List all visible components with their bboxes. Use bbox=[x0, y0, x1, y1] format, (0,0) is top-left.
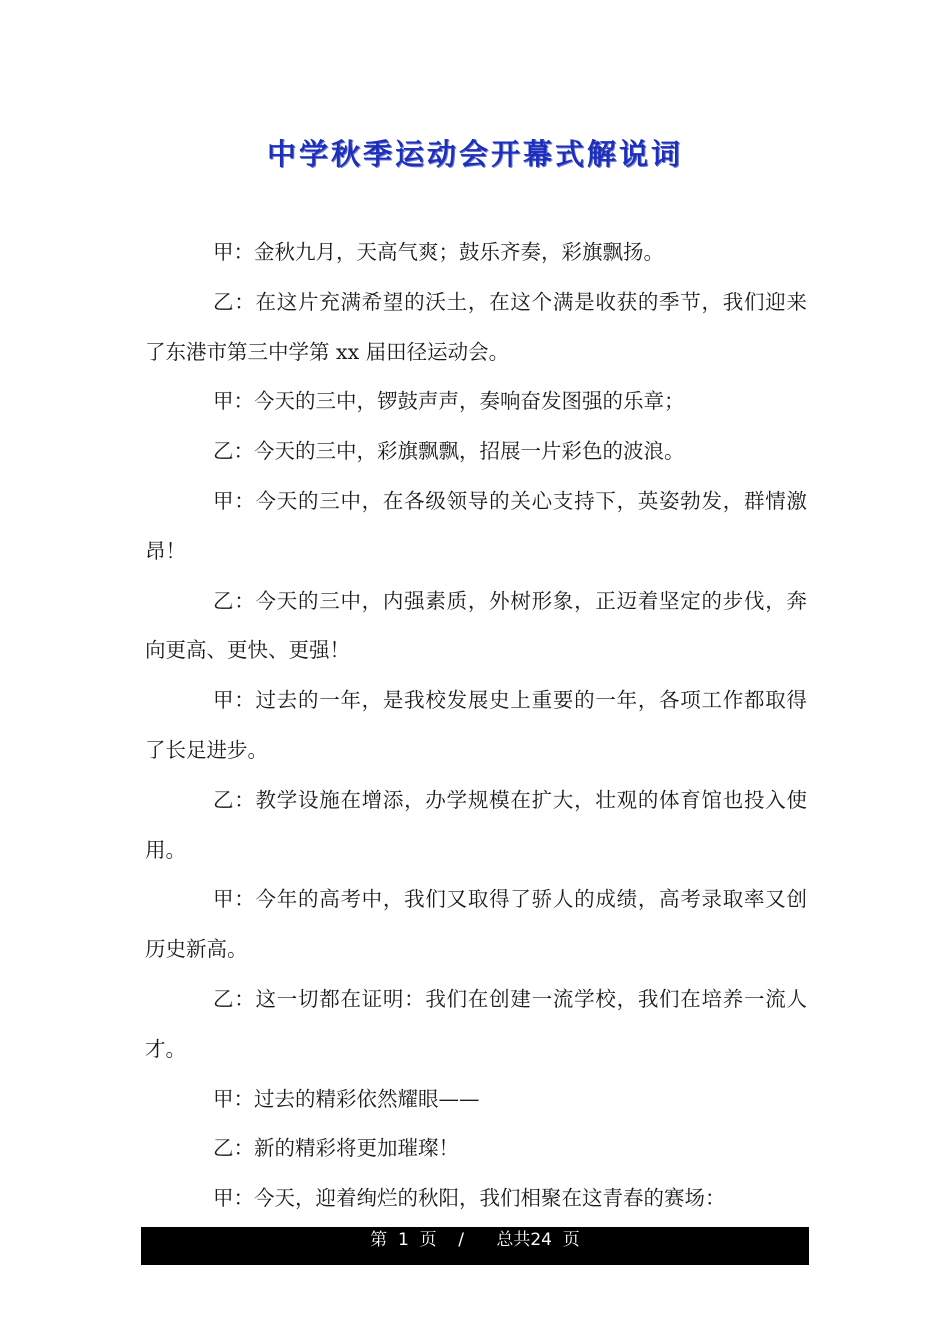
paragraph: 乙：新的精彩将更加璀璨！ bbox=[213, 1136, 459, 1161]
paragraph: 乙：在这片充满希望的沃土，在这个满是收获的季节，我们迎来了东港市第三中学第 xx 届田径运动会。 bbox=[145, 289, 807, 364]
paragraph: 甲：过去的精彩依然耀眼—— bbox=[213, 1086, 480, 1111]
paragraph: 乙：教学设施在增添，办学规模在扩大，壮观的体育馆也投入使用。 bbox=[145, 787, 807, 862]
page-number-label: 第 1 页 / 总共24 页 bbox=[370, 1230, 580, 1250]
paragraph: 甲：今年的高考中，我们又取得了骄人的成绩，高考录取率又创历史新高。 bbox=[145, 887, 807, 962]
page-footer bbox=[141, 1227, 809, 1265]
paragraph: 乙：今天的三中，内强素质，外树形象，正迈着坚定的步伐，奔向更高、更快、更强！ bbox=[145, 588, 807, 663]
paragraph: 乙：今天的三中，彩旗飘飘，招展一片彩色的波浪。 bbox=[213, 439, 685, 464]
paragraph: 乙：这一切都在证明：我们在创建一流学校，我们在培养一流人才。 bbox=[145, 986, 807, 1061]
paragraph: 甲：今天的三中，在各级领导的关心支持下，英姿勃发，群情激昂！ bbox=[145, 488, 807, 563]
document-title: 中学秋季运动会开幕式解说词 bbox=[266, 137, 683, 171]
paragraph: 甲：金秋九月，天高气爽；鼓乐齐奏，彩旗飘扬。 bbox=[213, 240, 664, 264]
paragraph: 甲：今天，迎着绚烂的秋阳，我们相聚在这青春的赛场： bbox=[213, 1186, 726, 1211]
paragraph: 甲：今天的三中，锣鼓声声，奏响奋发图强的乐章； bbox=[213, 389, 685, 414]
document-body bbox=[145, 228, 807, 1224]
paragraph: 甲：过去的一年，是我校发展史上重要的一年，各项工作都取得了长足进步。 bbox=[145, 688, 807, 762]
